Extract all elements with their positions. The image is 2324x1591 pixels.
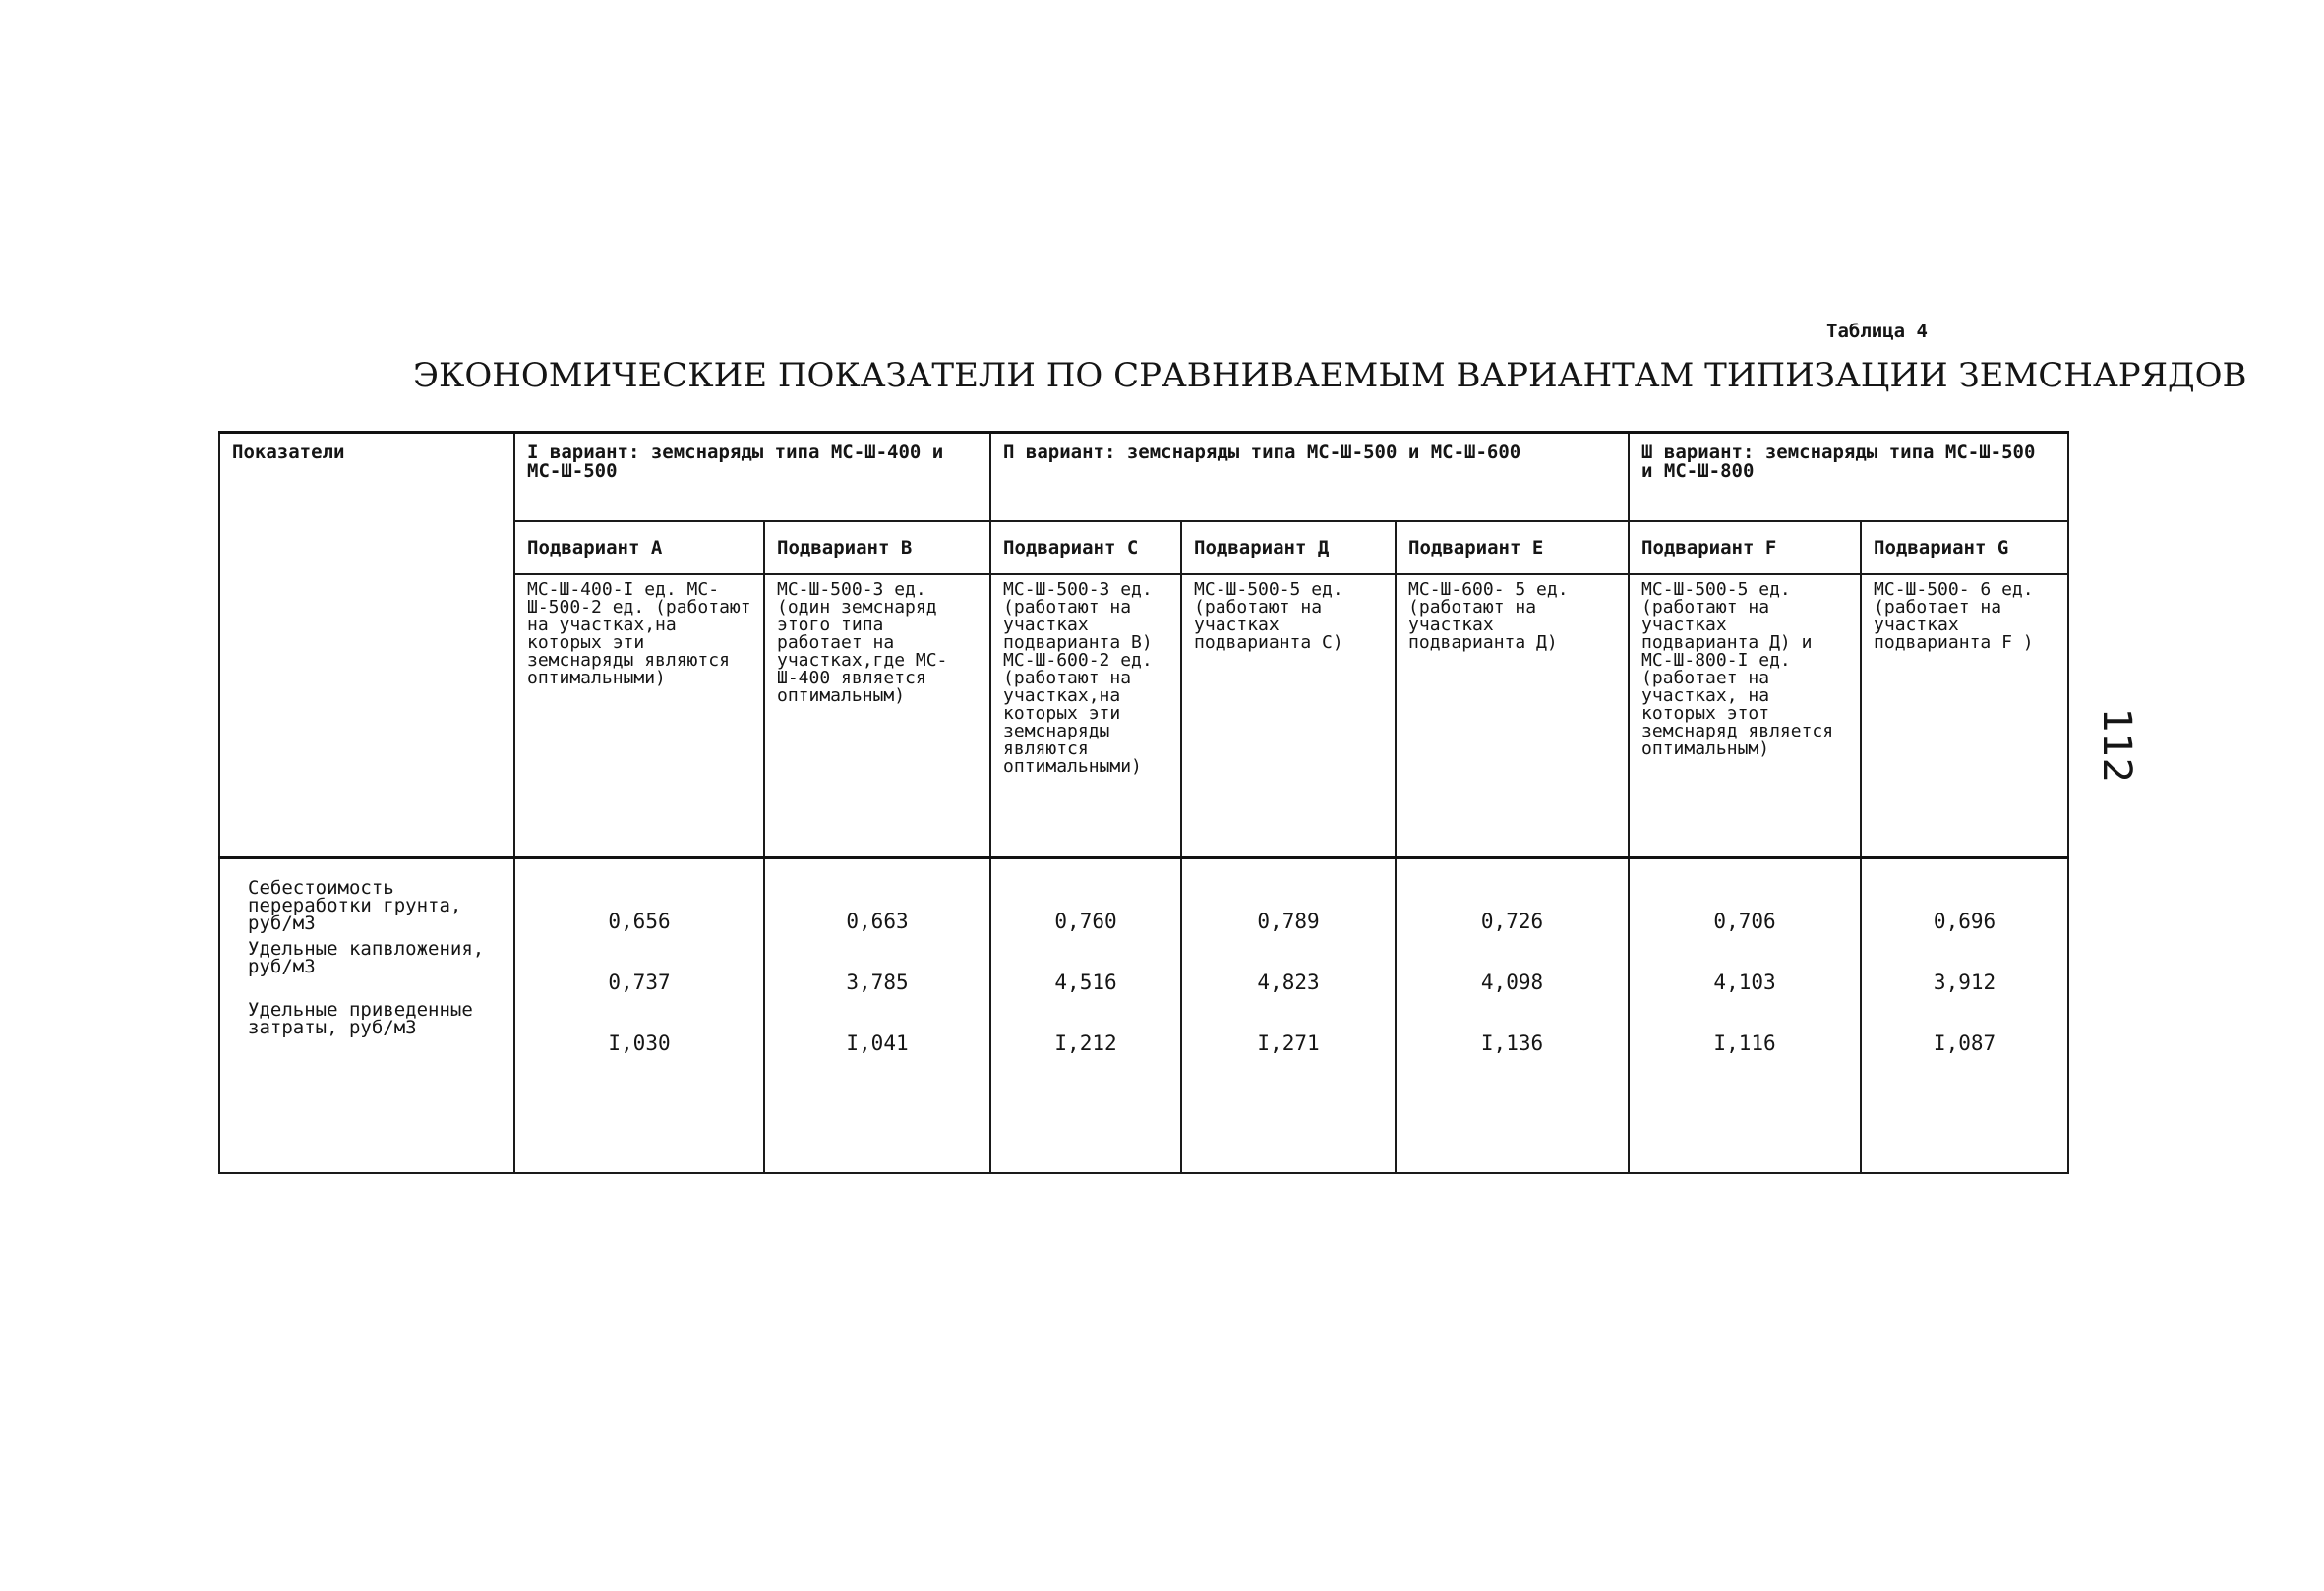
subvariant-d-description: МС-Ш-500-5 ед. (работают на участках подварианта С) xyxy=(1181,574,1396,858)
metric-label-reduced-costs: Удельные приведенные затраты, руб/м3 xyxy=(248,999,473,1038)
subvariant-b-header: Подвариант В xyxy=(764,521,990,574)
subvariant-f-header: Подвариант F xyxy=(1629,521,1861,574)
value-cost-b: 0,663 xyxy=(846,910,909,933)
value-cost-a: 0,656 xyxy=(608,910,671,933)
subvariant-c-header: Подвариант С xyxy=(990,521,1181,574)
variant-i-header: I вариант: земснаряды типа МС-Ш-400 и МС-Ш-500 xyxy=(514,433,990,522)
value-reduced-f: I,116 xyxy=(1713,1031,1776,1055)
subvariant-e-description: МС-Ш-600- 5 ед. (работают на участках подварианта Д) xyxy=(1396,574,1629,858)
subvariant-a-description: МС-Ш-400-I ед. МС-Ш-500-2 ед. (работают на участках,на которых эти земснаряды являются оптимальными) xyxy=(514,574,764,858)
value-capex-e: 4,098 xyxy=(1480,971,1544,994)
value-capex-c: 4,516 xyxy=(1054,971,1117,994)
variant-header-row xyxy=(219,433,2068,522)
value-cost-g: 0,696 xyxy=(1933,910,1996,933)
subvariant-b-description: МС-Ш-500-3 ед. (один земснаряд этого типа работает на участках,где МС-Ш-400 является оптимальным) xyxy=(764,574,990,858)
indicators-header-cell xyxy=(219,433,514,858)
document-title: ЭКОНОМИЧЕСКИЕ ПОКАЗАТЕЛИ ПО СРАВНИВАЕМЫМ ВАРИАНТАМ ТИПИЗАЦИИ ЗЕМСНАРЯДОВ xyxy=(413,356,2247,395)
values-cell-c xyxy=(990,858,1181,1174)
values-cell-a xyxy=(514,858,764,1174)
metric-label-cost: Себестоимость переработки грунта, руб/м3 xyxy=(248,877,462,934)
subvariant-c-description: МС-Ш-500-3 ед. (работают на участках подварианта В) МС-Ш-600-2 ед. (работают на участках,на которых эти земснаряды являются оптимальными) xyxy=(990,574,1181,858)
value-capex-d: 4,823 xyxy=(1257,971,1320,994)
metric-values-row xyxy=(219,858,2068,1174)
subvariant-g-header: Подвариант G xyxy=(1861,521,2068,574)
page-number: 112 xyxy=(2094,707,2139,784)
economic-indicators-table xyxy=(218,431,2069,1174)
indicators-header-label: Показатели xyxy=(232,442,345,463)
variant-ii-header: П вариант: земснаряды типа МС-Ш-500 и МС-Ш-600 xyxy=(990,433,1629,522)
value-reduced-d: I,271 xyxy=(1257,1031,1320,1055)
value-reduced-e: I,136 xyxy=(1480,1031,1544,1055)
value-cost-c: 0,760 xyxy=(1054,910,1117,933)
value-capex-g: 3,912 xyxy=(1933,971,1996,994)
value-cost-d: 0,789 xyxy=(1257,910,1320,933)
metric-label-capex: Удельные капвложения, руб/м3 xyxy=(248,938,485,977)
values-cell-d xyxy=(1181,858,1396,1174)
subvariant-e-header: Подвариант Е xyxy=(1396,521,1629,574)
value-capex-a: 0,737 xyxy=(608,971,671,994)
values-cell-e xyxy=(1396,858,1629,1174)
values-cell-f xyxy=(1629,858,1861,1174)
subvariant-a-header: Подвариант А xyxy=(514,521,764,574)
value-cost-e: 0,726 xyxy=(1480,910,1544,933)
value-capex-f: 4,103 xyxy=(1713,971,1776,994)
subvariant-d-header: Подвариант Д xyxy=(1181,521,1396,574)
metric-labels-cell xyxy=(219,858,514,1174)
value-reduced-g: I,087 xyxy=(1933,1031,1996,1055)
value-reduced-c: I,212 xyxy=(1054,1031,1117,1055)
values-cell-b xyxy=(764,858,990,1174)
table-number-label: Таблица 4 xyxy=(1826,321,1928,342)
value-reduced-a: I,030 xyxy=(608,1031,671,1055)
value-reduced-b: I,041 xyxy=(846,1031,909,1055)
value-cost-f: 0,706 xyxy=(1713,910,1776,933)
subvariant-g-description: МС-Ш-500- 6 ед. (работает на участках подварианта F ) xyxy=(1861,574,2068,858)
subvariant-f-description: МС-Ш-500-5 ед. (работают на участках подварианта Д) и МС-Ш-800-I ед. (работает на участках, на которых этот земснаряд является оптимальным) xyxy=(1629,574,1861,858)
value-capex-b: 3,785 xyxy=(846,971,909,994)
variant-iii-header: Ш вариант: земснаряды типа МС-Ш-500 и МС-Ш-800 xyxy=(1629,433,2068,522)
values-cell-g xyxy=(1861,858,2068,1174)
